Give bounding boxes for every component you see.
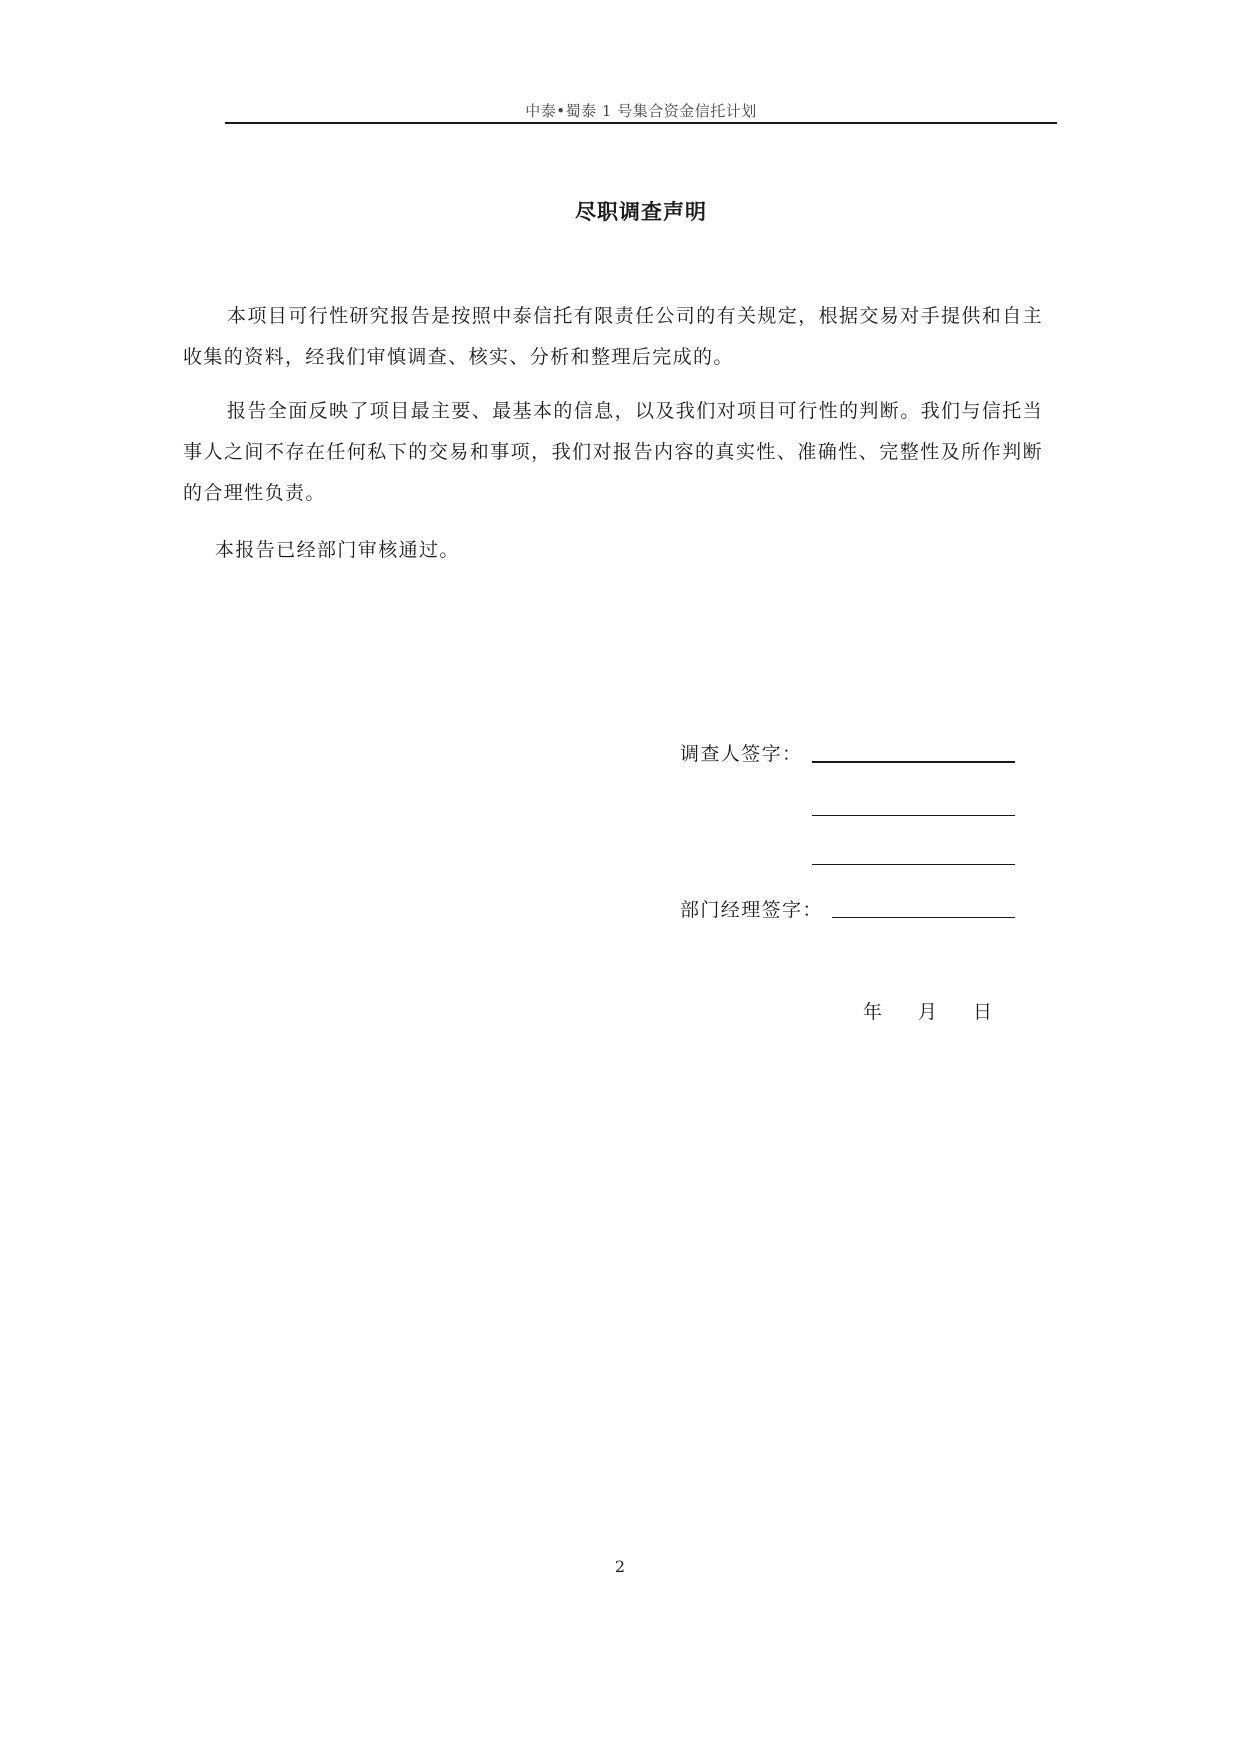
day-label: 日 bbox=[973, 1001, 993, 1023]
investigator-signature-line-1 bbox=[812, 761, 1015, 763]
investigator-signature-label: 调查人签字： bbox=[680, 743, 803, 765]
paragraph-3: 本报告已经部门审核通过。 bbox=[215, 539, 460, 561]
investigator-signature-line-3 bbox=[812, 864, 1015, 865]
paragraph-2: 报告全面反映了项目最主要、最基本的信息，以及我们对项目可行性的判断。我们与信托当事人之间不存在任何私下的交易和事项，我们对报告内容的真实性、准确性、完整性及所作判断的合理性负责。 bbox=[183, 400, 1044, 504]
running-header: 中泰•蜀泰 1 号集合资金信托计划 bbox=[525, 102, 757, 120]
page-number: 2 bbox=[614, 1557, 626, 1576]
header-rule bbox=[225, 122, 1057, 124]
month-label: 月 bbox=[918, 1001, 938, 1023]
paragraph-1: 本项目可行性研究报告是按照中泰信托有限责任公司的有关规定，根据交易对手提供和自主收集的资料，经我们审慎调查、核实、分析和整理后完成的。 bbox=[183, 305, 1044, 368]
manager-signature-label: 部门经理签字： bbox=[680, 899, 823, 921]
page-title: 尽职调查声明 bbox=[575, 200, 707, 224]
investigator-signature-line-2 bbox=[812, 815, 1015, 816]
manager-signature-line bbox=[832, 917, 1015, 918]
year-label: 年 bbox=[863, 1001, 883, 1023]
